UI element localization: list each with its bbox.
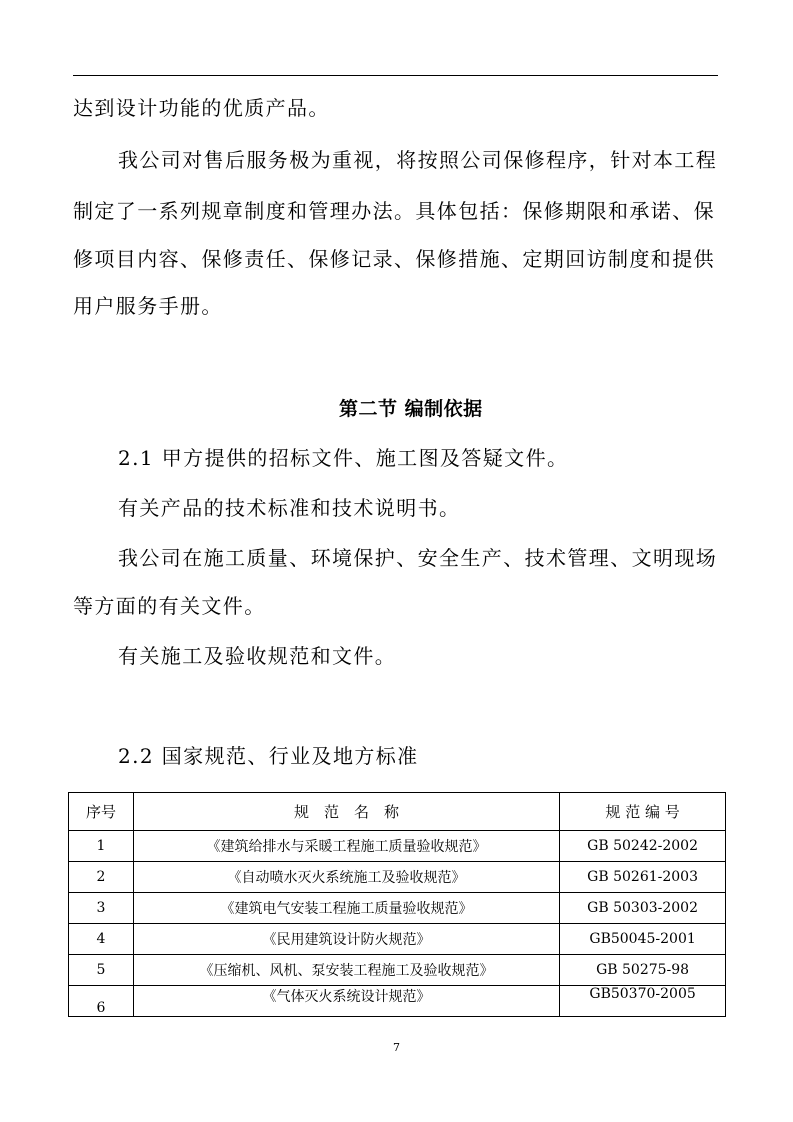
cell-code: GB 50242-2002 xyxy=(560,831,726,862)
basis-line: 2.1 甲方提供的招标文件、施工图及答疑文件。 xyxy=(118,446,569,470)
paragraph-line: 修项目内容、保修责任、保修记录、保修措施、定期回访制度和提供 xyxy=(73,247,715,271)
table-row xyxy=(69,831,726,862)
basis-line: 有关施工及验收规范和文件。 xyxy=(118,644,397,668)
section-title: 第二节 编制依据 xyxy=(339,398,483,420)
cell-index: 4 xyxy=(69,924,134,955)
cell-index: 5 xyxy=(69,955,134,986)
cell-name: 《气体灭火系统设计规范》 xyxy=(133,986,559,1017)
cell-name: 《自动喷水灭火系统施工及验收规范》 xyxy=(133,862,559,893)
table-row xyxy=(69,893,726,924)
table-row xyxy=(69,986,726,1017)
cell-name: 《建筑电气安装工程施工质量验收规范》 xyxy=(133,893,559,924)
header-rule xyxy=(73,75,718,76)
header-cell: 规 范 编 号 xyxy=(560,793,726,831)
page-number: 7 xyxy=(393,1041,400,1054)
header-cell: 规 范 名 称 xyxy=(133,793,559,831)
header-cell: 序号 xyxy=(69,793,134,831)
paragraph-line: 用户服务手册。 xyxy=(73,294,223,318)
basis-line: 等方面的有关文件。 xyxy=(73,594,266,618)
cell-name: 《建筑给排水与采暖工程施工质量验收规范》 xyxy=(133,831,559,862)
cell-index: 6 xyxy=(69,986,134,1017)
table-header-row xyxy=(69,793,726,831)
cell-code: GB 50303-2002 xyxy=(560,893,726,924)
paragraph-line: 制定了一系列规章制度和管理办法。具体包括：保修期限和承诺、保 xyxy=(73,199,715,223)
cell-code: GB50370-2005 xyxy=(560,986,726,1017)
standards-table xyxy=(68,792,726,1017)
cell-code: GB50045-2001 xyxy=(560,924,726,955)
paragraph-line: 达到设计功能的优质产品。 xyxy=(73,96,330,120)
cell-index: 1 xyxy=(69,831,134,862)
basis-line: 有关产品的技术标准和技术说明书。 xyxy=(118,496,461,520)
cell-code: GB 50275-98 xyxy=(560,955,726,986)
table-row xyxy=(69,862,726,893)
cell-index: 2 xyxy=(69,862,134,893)
cell-name: 《压缩机、风机、泵安装工程施工及验收规范》 xyxy=(133,955,559,986)
paragraph-line: 我公司对售后服务极为重视，将按照公司保修程序，针对本工程 xyxy=(118,148,718,172)
cell-name: 《民用建筑设计防火规范》 xyxy=(133,924,559,955)
cell-index: 3 xyxy=(69,893,134,924)
cell-code: GB 50261-2003 xyxy=(560,862,726,893)
table-row xyxy=(69,955,726,986)
basis-line: 我公司在施工质量、环境保护、安全生产、技术管理、文明现场 xyxy=(118,546,718,570)
basis-line: 2.2 国家规范、行业及地方标准 xyxy=(118,744,419,768)
table-row xyxy=(69,924,726,955)
